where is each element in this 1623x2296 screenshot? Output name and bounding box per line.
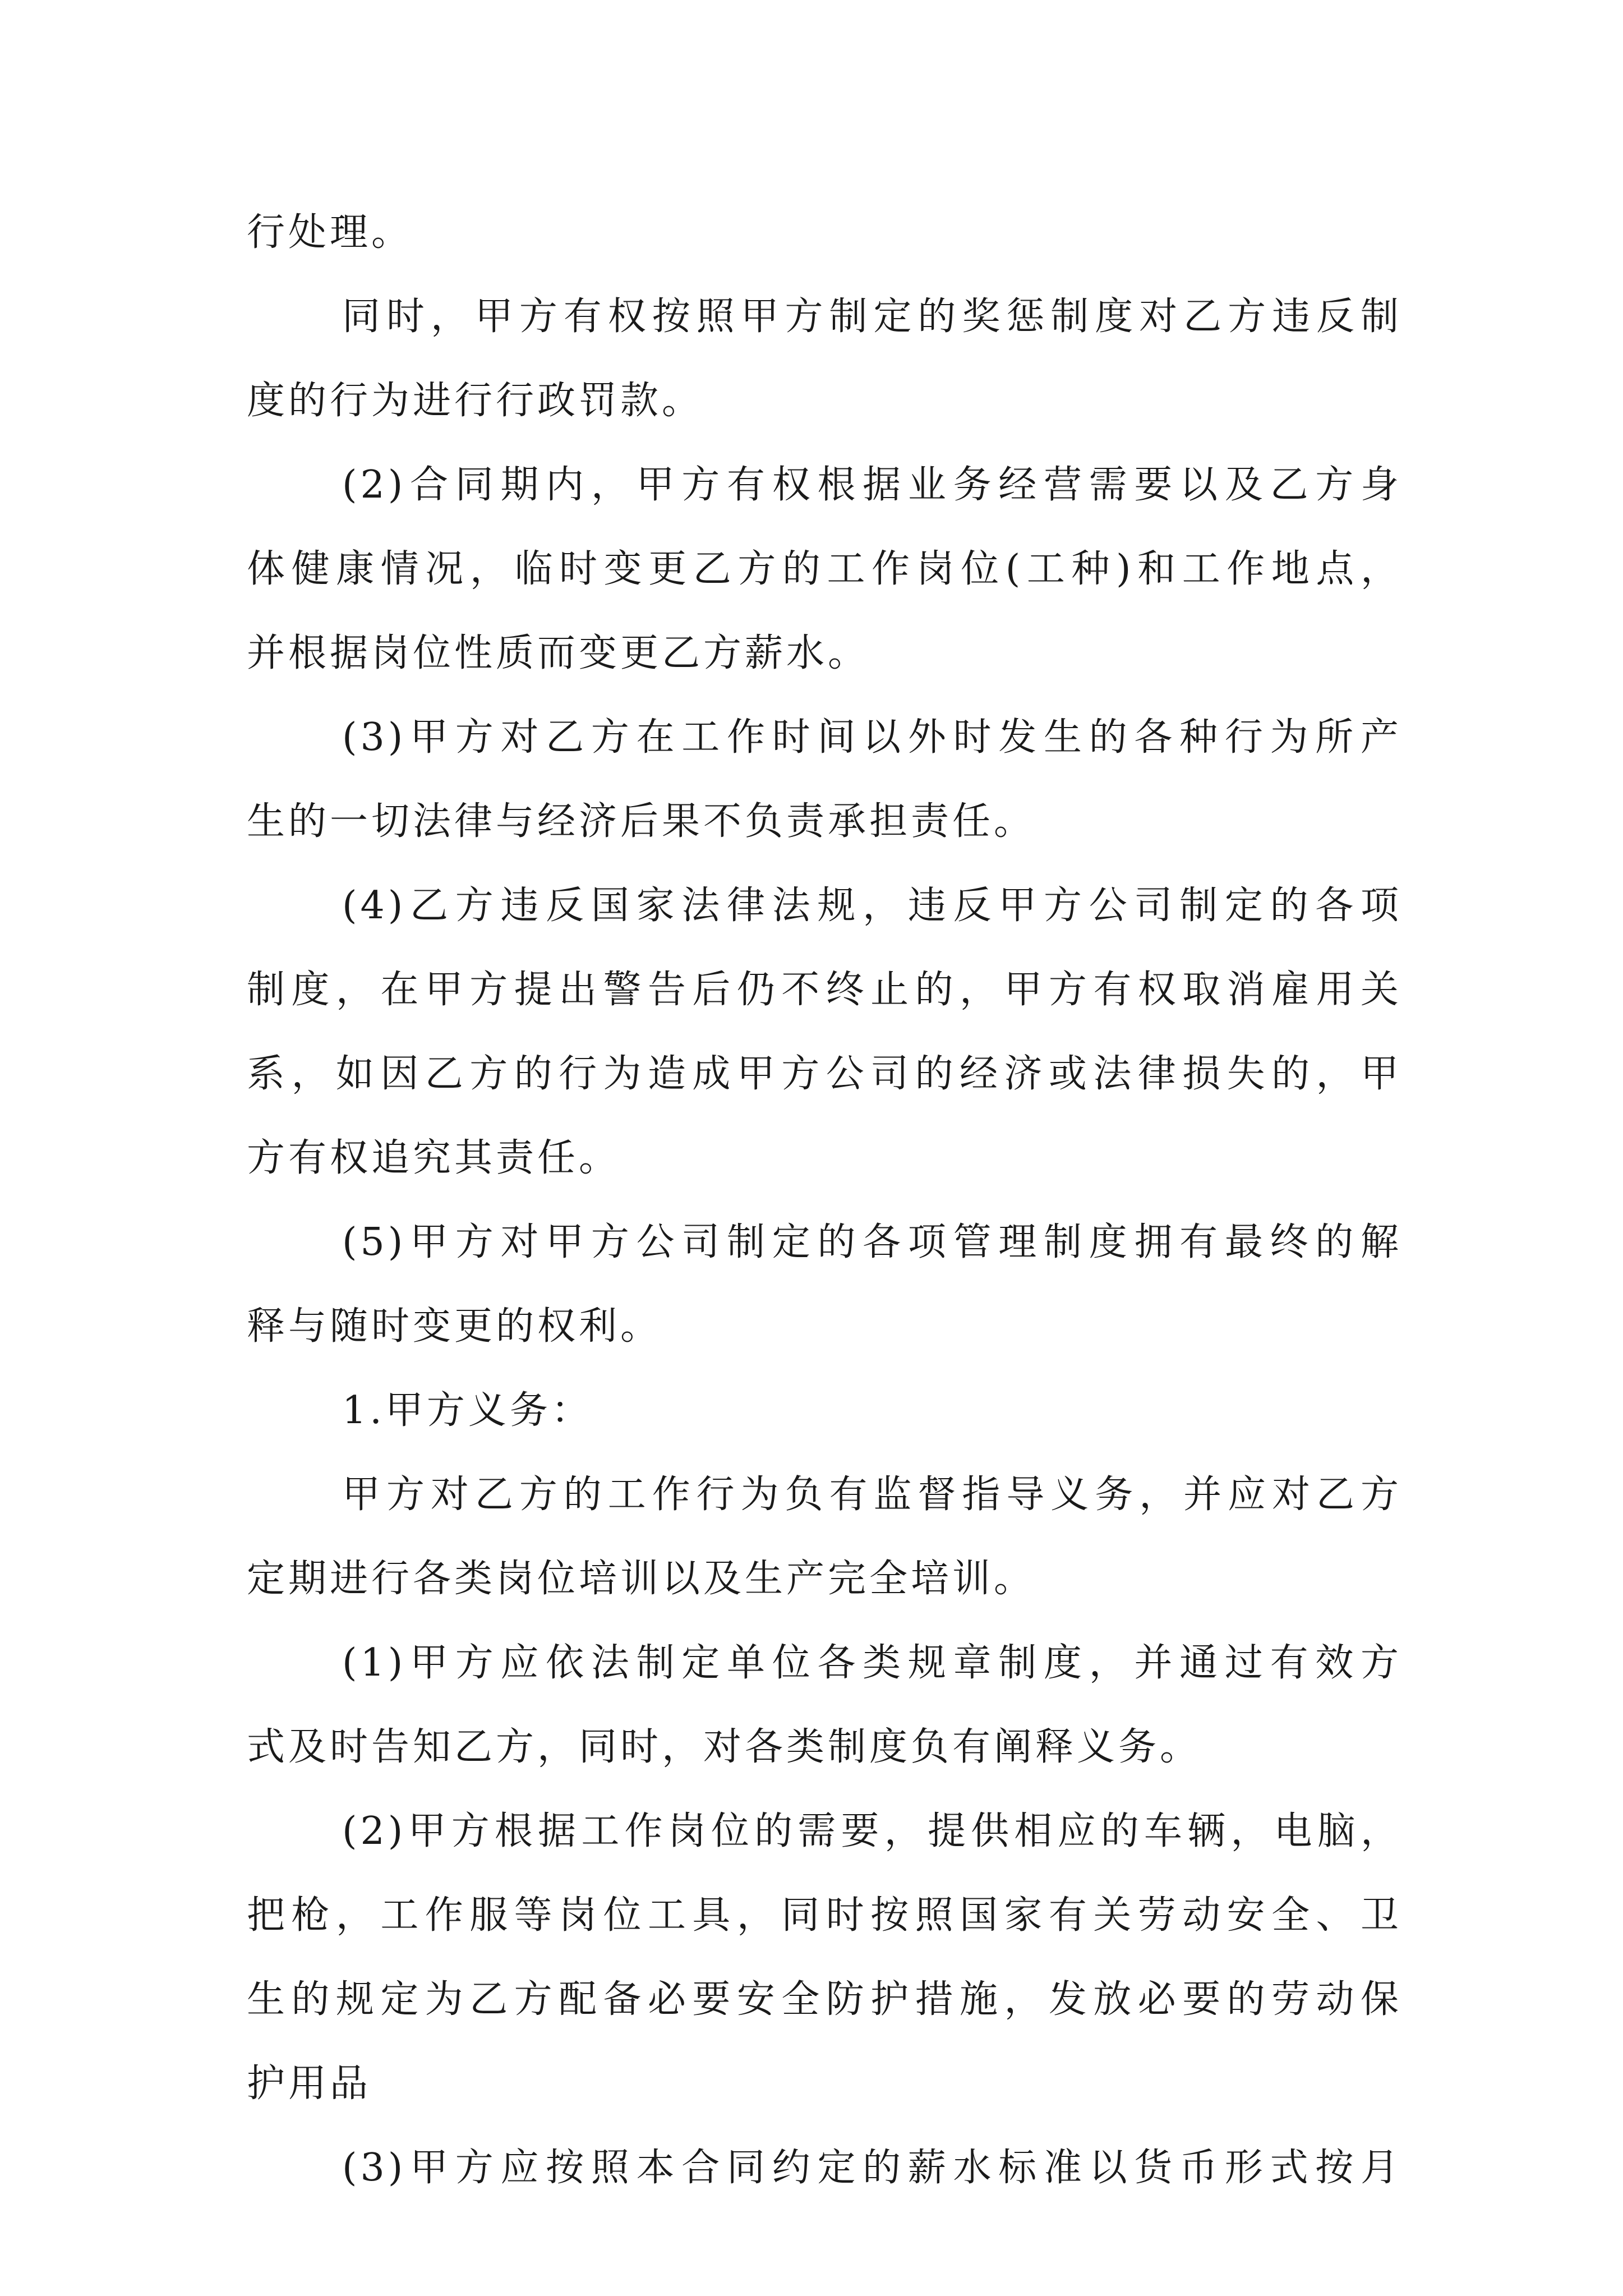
text-line: 甲方对乙方的工作行为负有监督指导义务，并应对乙方 — [342, 1473, 1402, 1517]
text-line: (2)合同期内，甲方有权根据业务经营需要以及乙方身 — [342, 463, 1402, 507]
text-line: 方有权追究其责任。 — [247, 1136, 621, 1180]
text-line: (1)甲方应依法制定单位各类规章制度，并通过有效方 — [342, 1641, 1402, 1685]
text-line: 同时，甲方有权按照甲方制定的奖惩制度对乙方违反制 — [342, 295, 1402, 339]
text-line: 1.甲方义务： — [342, 1388, 593, 1433]
text-line: 并根据岗位性质而变更乙方薪水。 — [247, 631, 870, 675]
text-line: 体健康情况，临时变更乙方的工作岗位(工种)和工作地点， — [247, 547, 1402, 591]
text-line: 行处理。 — [247, 210, 413, 255]
text-line: 制度，在甲方提出警告后仍不终止的，甲方有权取消雇用关 — [247, 968, 1402, 1012]
text-line: 把枪，工作服等岗位工具，同时按照国家有关劳动安全、卫 — [247, 1893, 1402, 1938]
text-line: (5)甲方对甲方公司制定的各项管理制度拥有最终的解 — [342, 1220, 1402, 1264]
text-line: 度的行为进行行政罚款。 — [247, 379, 704, 423]
text-line: 释与随时变更的权利。 — [247, 1304, 662, 1349]
text-line: 生的规定为乙方配备必要安全防护措施，发放必要的劳动保 — [247, 1977, 1402, 2022]
text-line: (3)甲方应按照本合同约定的薪水标准以货币形式按月 — [342, 2146, 1402, 2190]
text-line: 定期进行各类岗位培训以及生产完全培训。 — [247, 1557, 1036, 1601]
text-line: (4)乙方违反国家法律法规，违反甲方公司制定的各项 — [342, 884, 1402, 928]
text-line: 护用品 — [247, 2062, 372, 2106]
text-line: 式及时告知乙方，同时，对各类制度负有阐释义务。 — [247, 1725, 1202, 1769]
text-line: 生的一切法律与经济后果不负责承担责任。 — [247, 799, 1036, 844]
text-line: (2)甲方根据工作岗位的需要，提供相应的车辆，电脑， — [342, 1809, 1402, 1853]
text-line: 系，如因乙方的行为造成甲方公司的经济或法律损失的，甲 — [247, 1052, 1402, 1096]
text-line: (3)甲方对乙方在工作时间以外时发生的各种行为所产 — [342, 715, 1402, 760]
